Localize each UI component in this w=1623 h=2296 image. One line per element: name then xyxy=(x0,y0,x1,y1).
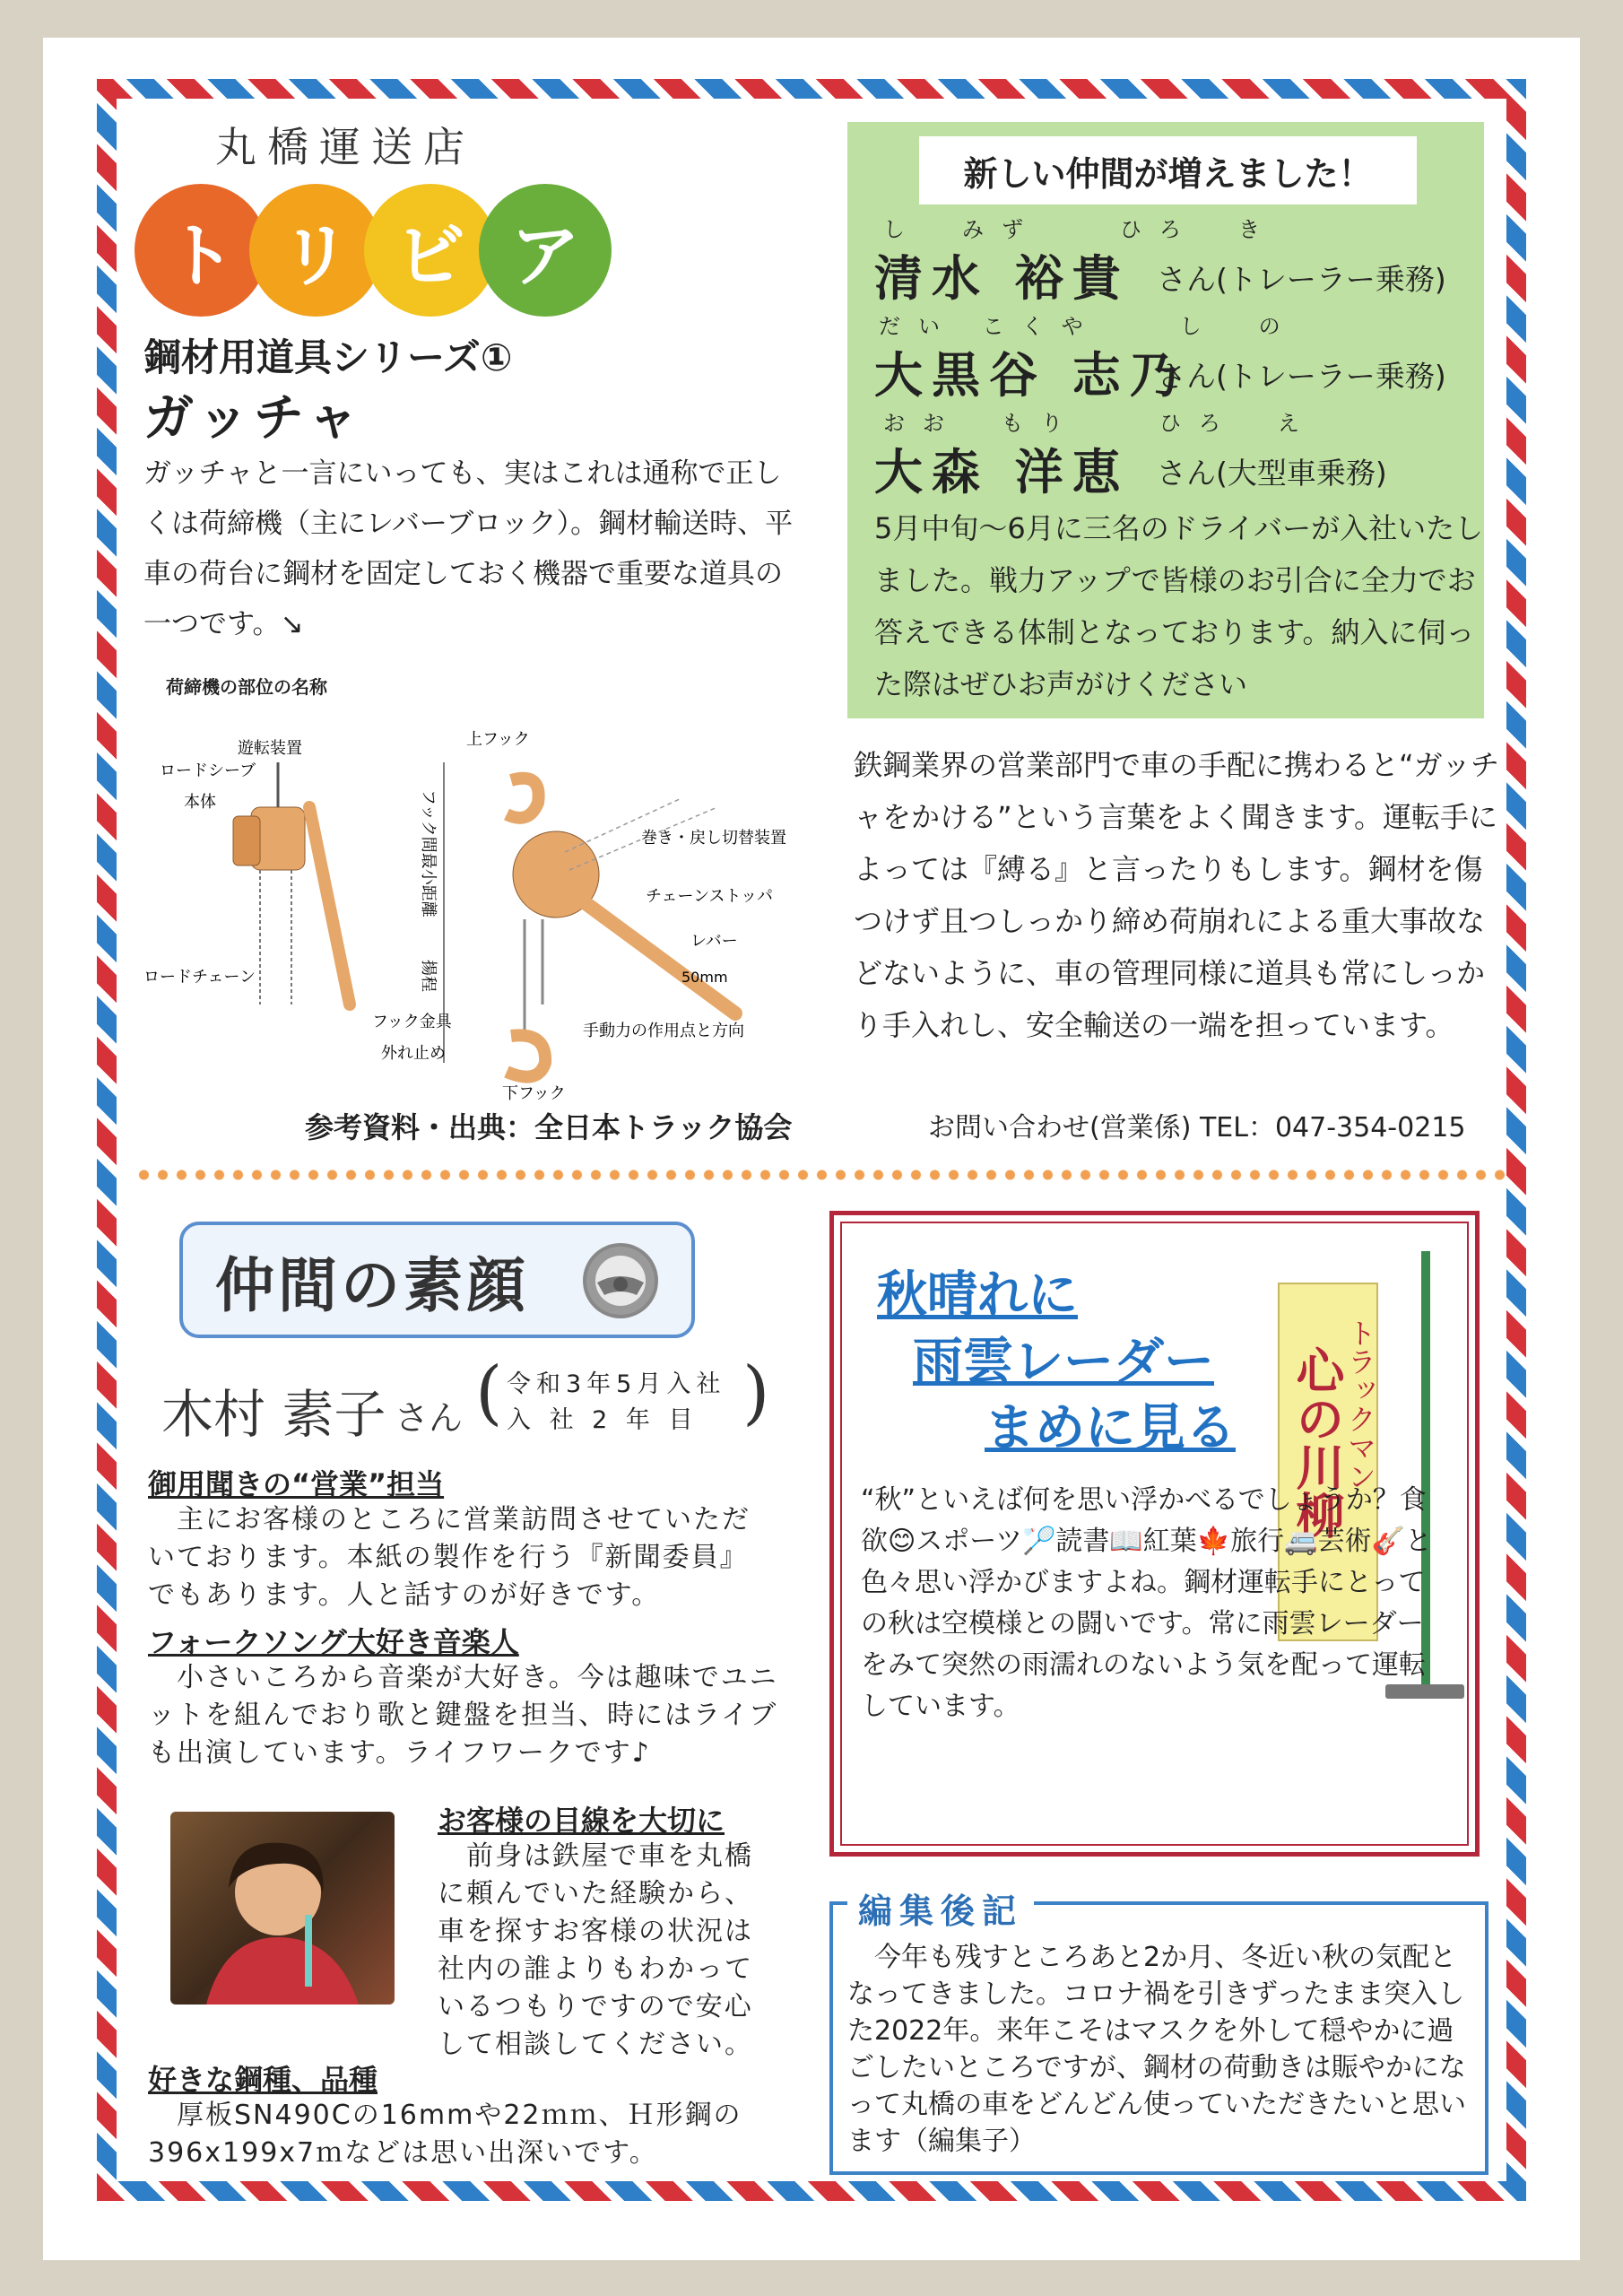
member-2-name: 大黒谷 志乃 xyxy=(874,347,1187,404)
person-honorific: さん xyxy=(395,1398,464,1438)
steering-wheel-icon xyxy=(583,1243,658,1318)
business-text: 鉄鋼業界の営業部門で車の手配に携わると“ガッチャをかける”という言葉をよく聞きます。運転手によっては『縛る』と言ったりもします。鋼材を傷つけず且つしっかり締め荷崩れによる重大事故などないように、車の管理同様に道具も常にしっかり手入れし、安全輸送の一端を担っています。 xyxy=(854,748,1499,1042)
join-years: 入 社 2 年 目 xyxy=(507,1406,699,1434)
label-lower-hook: 下フック xyxy=(502,1084,566,1103)
label-lift: 揚程 xyxy=(419,960,438,992)
trivia-ball-1: ト xyxy=(135,184,267,317)
label-lever: レバー xyxy=(690,932,738,951)
close-paren: ) xyxy=(742,1352,770,1433)
trivia-logo xyxy=(135,184,601,318)
trivia-ball-3: ビ xyxy=(364,184,497,317)
new-members-title: 新しい仲間が増えました！ xyxy=(919,136,1417,204)
editor-note-text: 今年も残すところあと2か月、冬近い秋の気配となってきました。コロナ禍を引きずったまま突入した2022年。来年こそはマスクを外して穏やかに過ごしたいところですが、鋼材の荷動きは賑やかになって丸橋の車をどんどん使っていただきたいと思います（編集子） xyxy=(847,1942,1466,2157)
poem-line-3: まめに見る xyxy=(985,1399,1236,1457)
label-swivel: 遊転装置 xyxy=(238,739,302,758)
banner-subtitle: トラックマン xyxy=(1343,1318,1377,1491)
member-1-name: 清水 裕貴 xyxy=(874,250,1130,307)
member-1-role: さん(トレーラー乗務) xyxy=(1157,262,1446,297)
member-3-role: さん(大型車乗務) xyxy=(1157,456,1387,491)
label-latch: 外れ止め xyxy=(381,1044,446,1063)
new-members-text: 5月中旬〜6月に三名のドライバーが入社いたしました。戦力アップで皆様のお引合に全力でお答えできる体制となっております。納入に伺った際はぜひお声がけください xyxy=(874,511,1484,701)
label-chain-stopper: チェーンストッパ xyxy=(646,887,774,906)
person-name: 木村 素子 xyxy=(161,1384,386,1445)
label-upper-hook: 上フック xyxy=(466,730,530,749)
faces-title: 仲間の素顔 xyxy=(215,1251,529,1320)
intro-text: ガッチャと一言にいっても、実はこれは通称で正しくは荷締機（主にレバーブロック）。鋼材輸送時、平車の荷台に鋼材を固定しておく機器で重要な道具の一つです。↘ xyxy=(143,457,794,640)
section-body-4: 厚板SN490Cの16mmや22ｍｍ、Ｈ形鋼の396x199x7ｍなどは思い出深いです。 xyxy=(148,2100,742,2169)
label-force-point: 手動力の作用点と方向 xyxy=(583,1022,744,1040)
section-body-1: 主にお客様のところに営業訪問させていただいております。本紙の製作を行う『新聞委員』でもあります。人と話すのが好きです。 xyxy=(148,1504,751,1611)
section-heading-3: お客様の目線を大切に xyxy=(438,1804,725,1838)
person-photo xyxy=(170,1812,395,2005)
section-body-2: 小さいころから音楽が大好き。今は趣味でユニットを組んでおり歌と鍵盤を担当、時にはライブも出演しています。ライフワークです♪ xyxy=(148,1662,778,1769)
poem-line-2: 雨雲レーダー xyxy=(913,1333,1214,1391)
label-hook-fitting: フック金具 xyxy=(372,1013,452,1031)
trivia-ball-2: リ xyxy=(249,184,382,317)
label-load-chain: ロードチェーン xyxy=(143,968,256,987)
member-3-name: 大森 洋恵 xyxy=(874,444,1130,500)
section-heading-2: フォークソング大好き音楽人 xyxy=(148,1625,519,1659)
member-2-ruby: だい こくや し の xyxy=(879,314,1298,339)
label-min-distance: フック間最小距離 xyxy=(419,789,438,918)
label-body: 本体 xyxy=(184,793,216,812)
member-1-ruby: し みず ひろ き xyxy=(883,217,1278,242)
senryu-text: “秋”といえば何を思い浮かべるでしょうか？食欲😊スポーツ🏸読書📖紅葉🍁旅行🚐芸術🎸と色々思い浮かびますよね。鋼材運転手にとっての秋は空模様との闘いです。常に雨雲レーダーをみて突然の雨濡れのないよう気を配って運転しています。 xyxy=(861,1484,1432,1722)
banner-title: 心の川柳 xyxy=(1289,1345,1345,1539)
series-title: 鋼材用道具シリーズ① xyxy=(143,335,513,379)
photo-placeholder xyxy=(170,1812,395,2005)
label-50mm: 50mm xyxy=(681,969,728,986)
poem-line-1: 秋晴れに xyxy=(877,1266,1078,1325)
editor-note-title: 編集後記 xyxy=(847,1883,1034,1933)
section-heading-4: 好きな鋼種、品種 xyxy=(148,2063,378,2097)
trivia-ball-4: ア xyxy=(479,184,612,317)
label-switch: 巻き・戻し切替装置 xyxy=(641,829,786,848)
source-credit: 参考資料・出典：全日本トラック協会 xyxy=(305,1110,793,1144)
company-name: 丸橋運送店 xyxy=(215,123,475,171)
article-title: ガッチャ xyxy=(143,389,364,448)
open-paren: ( xyxy=(475,1352,503,1433)
join-info xyxy=(507,1367,725,1439)
member-3-ruby: おお もり ひろ え xyxy=(883,411,1317,436)
member-2-role: さん(トレーラー乗務) xyxy=(1157,359,1446,394)
label-load-sheave: ロードシーブ xyxy=(160,761,256,780)
contact-info: お問い合わせ(営業係) TEL：047-354-0215 xyxy=(928,1112,1466,1144)
section-heading-1: 御用聞きの“営業”担当 xyxy=(148,1467,445,1501)
section-body-3: 前身は鉄屋で車を丸橋に頼んでいた経験から、車を探すお客様の状況は社内の誰よりもわかっているつもりですので安心して相談してください。 xyxy=(438,1840,753,2060)
diagram-title: 荷締機の部位の名称 xyxy=(166,676,327,698)
lever-block-diagram xyxy=(143,709,807,1103)
dotted-divider xyxy=(135,1168,1506,1182)
join-date: 令和3年5月入社 xyxy=(507,1370,726,1398)
